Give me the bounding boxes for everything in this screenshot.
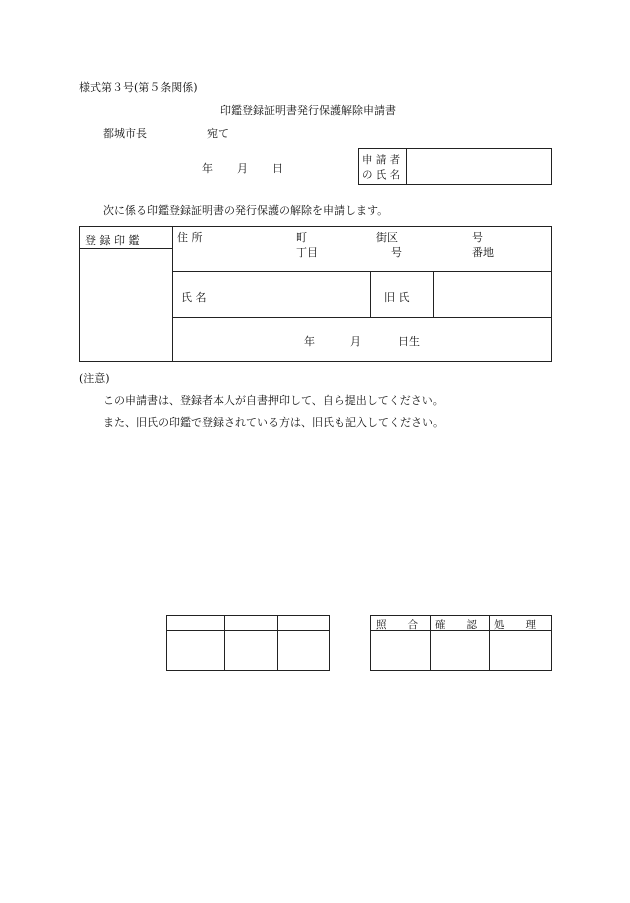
- seal-label: 登 録 印 鑑: [85, 234, 140, 247]
- seal-header-divider: [79, 248, 172, 249]
- applicant-box-divider: [406, 148, 407, 185]
- date-month-label: 月: [237, 162, 248, 175]
- applicant-label-line1: 申 請 者: [362, 154, 401, 166]
- office-left-col-divider-2: [277, 615, 278, 671]
- address-unit-gaiku: 街区: [376, 231, 398, 244]
- office-right-col-divider-1: [430, 615, 431, 671]
- applicant-label-line2: の 氏 名: [362, 169, 401, 181]
- birth-month-label: 月: [350, 335, 361, 348]
- address-row-divider: [172, 271, 552, 272]
- office-right-col-divider-2: [489, 615, 490, 671]
- address-unit-go: 号: [472, 231, 483, 244]
- office-left-header-divider: [166, 630, 330, 631]
- intro-text: 次に係る印鑑登録証明書の発行保護の解除を申請します。: [103, 204, 389, 217]
- address-unit-go-2: 号: [391, 246, 402, 259]
- office-left-col-divider-1: [224, 615, 225, 671]
- name-row-divider: [172, 317, 552, 318]
- header-kakunin: 確 認: [435, 619, 477, 631]
- date-year-label: 年: [202, 162, 213, 175]
- form-number: 様式第３号(第５条関係): [79, 81, 198, 94]
- header-shori: 処 理: [494, 619, 536, 631]
- header-shougou: 照 合: [376, 619, 418, 631]
- date-day-label: 日: [272, 162, 283, 175]
- name-label: 氏 名: [181, 291, 207, 304]
- address-unit-cho: 町: [296, 231, 307, 244]
- birth-year-label: 年: [304, 335, 315, 348]
- former-name-label: 旧 氏: [384, 291, 410, 304]
- addressee: 都城市長: [103, 127, 147, 140]
- address-unit-chome: 丁目: [296, 246, 318, 259]
- birth-day-label: 日生: [398, 335, 420, 348]
- name-former-divider-1: [370, 271, 371, 317]
- address-label: 住 所: [177, 231, 203, 244]
- note-line-1: この申請書は、登録者本人が自書押印して、自ら提出してください。: [103, 394, 444, 407]
- addressee-suffix: 宛て: [207, 127, 229, 140]
- seal-column-divider: [172, 226, 173, 362]
- seal-stamp-area[interactable]: [82, 250, 170, 360]
- note-line-2: また、旧氏の印鑑で登録されている方は、旧氏も記入してください。: [103, 416, 444, 429]
- name-former-divider-2: [433, 271, 434, 317]
- notes-heading: (注意): [79, 372, 110, 385]
- address-unit-banchi: 番地: [472, 246, 494, 259]
- form-title: 印鑑登録証明書発行保護解除申請書: [220, 104, 396, 117]
- office-table-left: [166, 615, 330, 671]
